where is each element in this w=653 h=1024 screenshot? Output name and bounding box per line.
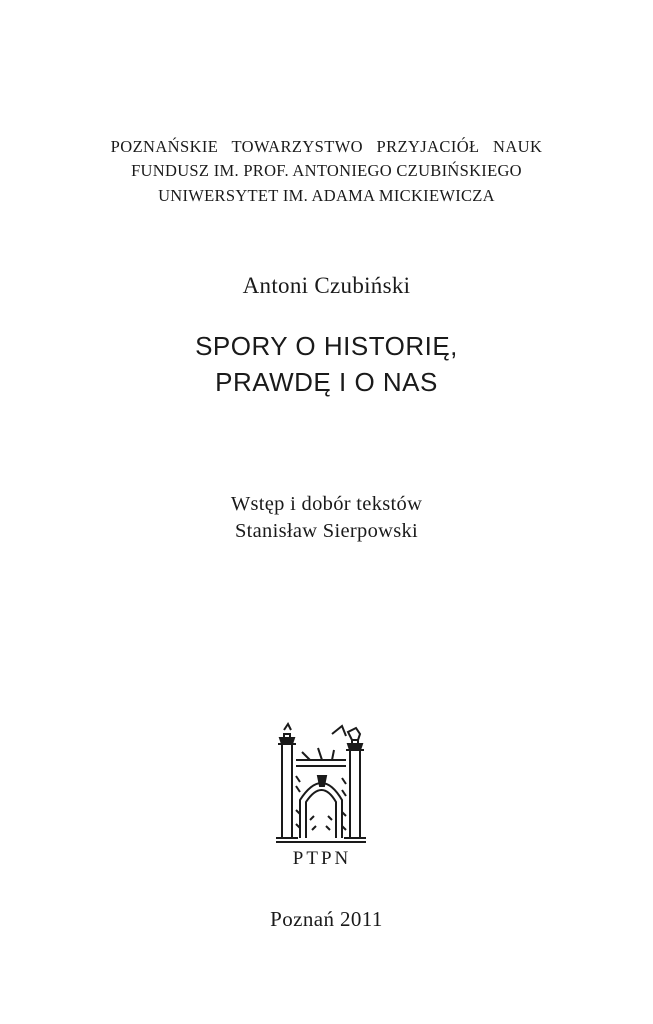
editor-credit-line-1: Wstęp i dobór tekstów	[230, 493, 423, 515]
book-title-line-1: SPORY O HISTORIĘ,	[195, 331, 458, 361]
institution-line-2: FUNDUSZ IM. PROF. ANTONIEGO CZUBIŃSKIEGO	[131, 161, 522, 180]
editor-credit-line-2: Stanisław Sierpowski	[234, 520, 419, 542]
logo-text: PTPN	[292, 848, 352, 869]
book-title-line-2: PRAWDĘ I O NAS	[215, 367, 438, 397]
institution-line-3: UNIWERSYTET IM. ADAMA MICKIEWICZA	[158, 186, 495, 205]
gate-icon	[262, 720, 382, 848]
imprint-place-year: Poznań 2011	[270, 907, 383, 931]
author-name: Antoni Czubiński	[242, 273, 411, 298]
institution-line-1: POZNAŃSKIE TOWARZYSTWO PRZYJACIÓŁ NAUK	[110, 137, 543, 156]
ptpn-logo	[262, 720, 382, 872]
